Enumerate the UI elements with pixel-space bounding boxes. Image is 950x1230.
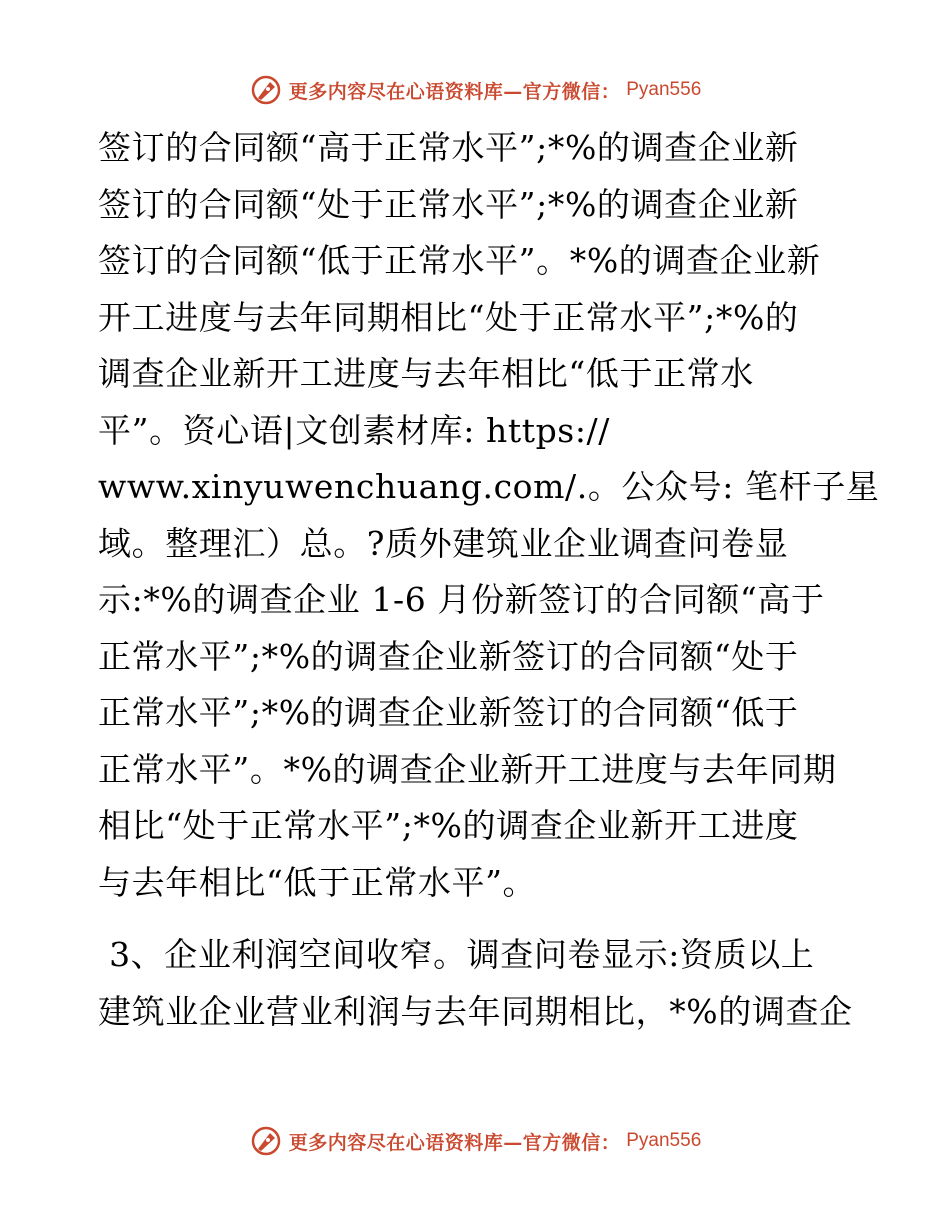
text-line: 与去年相比“低于正常水平”。 [98, 862, 537, 902]
text-line: 示:*%的调查企业 1-6 月份新签订的合同额“高于 [98, 580, 825, 619]
text-line: www.xinyuwenchuang.com/.。公众号: 笔杆子星 [98, 467, 880, 506]
pen-nib-circle-icon [249, 1124, 283, 1158]
document-body [98, 120, 880, 1040]
text-line: 调查企业新开工进度与去年相比“低于正常水 [98, 354, 754, 393]
pen-nib-circle-icon [249, 73, 283, 107]
text-line: 签订的合同额“处于正常水平”;*%的调查企业新 [98, 184, 799, 224]
text-line: 相比“处于正常水平”;*%的调查企业新开工进度 [98, 806, 799, 845]
header-slogan: 更多内容尽在心语资料库—官方微信： [288, 80, 621, 103]
text-line: 正常水平”;*%的调查企业新签订的合同额“低于 [98, 693, 799, 732]
text-line: 签订的合同额“高于正常水平”;*%的调查企业新 [98, 128, 799, 167]
text-line: 签订的合同额“低于正常水平”。*%的调查企业新 [98, 241, 821, 280]
text-line: 正常水平”。*%的调查企业新开工进度与去年同期 [98, 749, 837, 789]
header-banner [0, 70, 950, 110]
paragraph-start-line: 3、企业利润空间收窄。调查问卷显示:资质以上 [98, 935, 815, 974]
text-line: 开工进度与去年同期相比“处于正常水平”;*%的 [98, 297, 799, 337]
text-line: 正常水平”;*%的调查企业新签订的合同额“处于 [98, 636, 799, 676]
text-line: 建筑业企业营业利润与去年同期相比，*%的调查企 [98, 991, 853, 1031]
footer-banner [0, 1121, 950, 1161]
text-line: 平”。资心语|文创素材库: https:// [98, 410, 610, 450]
header-contact: Pyan556 [626, 79, 702, 100]
footer-contact: Pyan556 [626, 1130, 702, 1151]
text-line: 域。整理汇）总。?质外建筑业企业调查问卷显 [98, 523, 789, 563]
footer-slogan: 更多内容尽在心语资料库—官方微信： [288, 1131, 621, 1154]
